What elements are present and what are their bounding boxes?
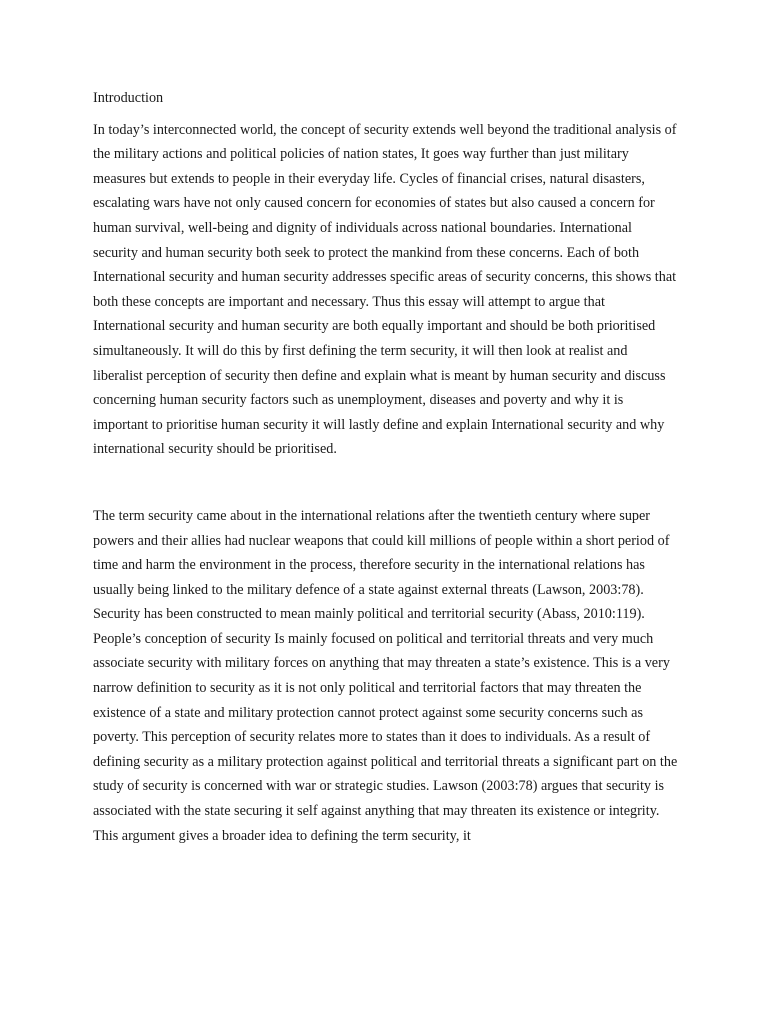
section-heading: Introduction: [93, 90, 164, 106]
security-definition-paragraph: The term security came about in the international relations after the twentieth century where super powers and their allies had nuclear weapons that could kill millions of people within a short period of time and harm the environment in the process, therefore security in the international relations has usually being linked to the military defence of a state against external threats (Lawson, 2003:78). Security has been constructed to mean mainly political and territorial security (Abass, 2010:119). People’s conception of security Is mainly focused on political and territorial threats and very much associate security with military forces on anything that may threaten a state’s existence. This is a very narrow definition to security as it is not only political and territorial factors that may threaten the existence of a state and military protection cannot protect against some security concerns such as poverty. This perception of security relates more to states than it does to individuals. As a result of defining security as a military protection against political and territorial threats a significant part on the study of security is concerned with war or strategic studies. Lawson (2003:78) argues that security is associated with the state securing it self against anything that may threaten its existence or integrity. This argument gives a broader idea to defining the term security, it: [93, 507, 678, 844]
introduction-paragraph: In today’s interconnected world, the concept of security extends well beyond the traditional analysis of the military actions and political policies of nation states, It goes way further than just military measures but extends to people in their everyday life. Cycles of financial crises, natural disasters, escalating wars have not only caused concern for economies of states but also caused a concern for human survival, well-being and dignity of individuals across national boundaries. International security and human security both seek to protect the mankind from these concerns. Each of both International security and human security addresses specific areas of security concerns, this shows that both these concepts are important and necessary. Thus this essay will attempt to argue that International security and human security are both equally important and should be both prioritised simultaneously. It will do this by first defining the term security, it will then look at realist and liberalist perception of security then define and explain what is meant by human security and discuss concerning human security factors such as unemployment, diseases and poverty and why it is important to prioritise human security it will lastly define and explain International security and why international security should be prioritised.: [93, 121, 677, 458]
